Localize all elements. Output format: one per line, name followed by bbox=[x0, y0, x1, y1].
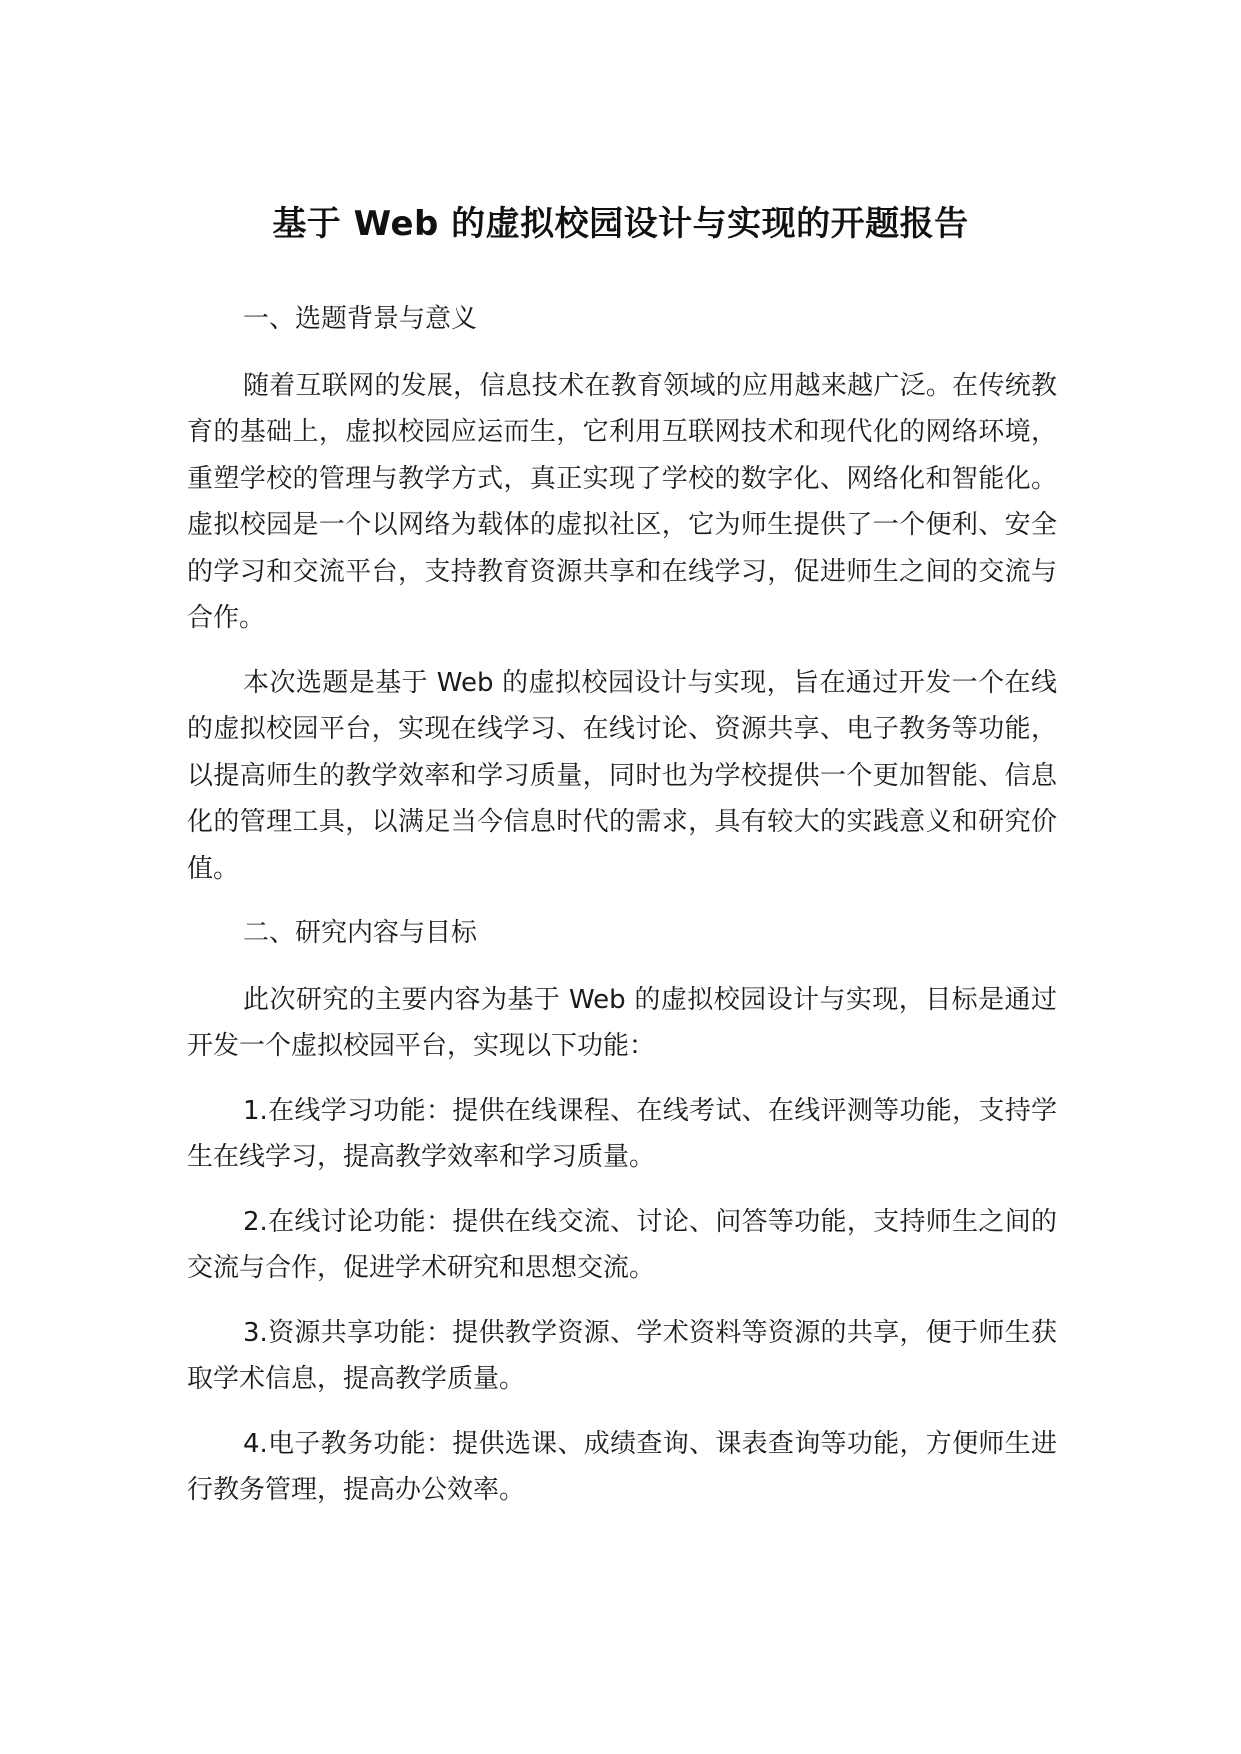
list-item-online-discussion: 2.在线讨论功能：提供在线交流、讨论、问答等功能，支持师生之间的交流与合作，促进学术研究和思想交流。 bbox=[187, 1206, 1057, 1283]
section-heading-research: 二、研究内容与目标 bbox=[243, 918, 478, 948]
list-item-online-learning: 1.在线学习功能：提供在线课程、在线考试、在线评测等功能，支持学生在线学习，提高教学效率和学习质量。 bbox=[187, 1095, 1057, 1172]
paragraph-background-1: 随着互联网的发展，信息技术在教育领域的应用越来越广泛。在传统教育的基础上，虚拟校园应运而生，它利用互联网技术和现代化的网络环境，重塑学校的管理与教学方式，真正实现了学校的数字化、网络化和智能化。虚拟校园是一个以网络为载体的虚拟社区，它为师生提供了一个便利、安全的学习和交流平台，支持教育资源共享和在线学习，促进师生之间的交流与合作。 bbox=[187, 370, 1057, 633]
list-item-academic-affairs: 4.电子教务功能：提供选课、成绩查询、课表查询等功能，方便师生进行教务管理，提高办公效率。 bbox=[187, 1428, 1057, 1505]
section-heading-background: 一、选题背景与意义 bbox=[243, 304, 478, 334]
paragraph-background-2: 本次选题是基于 Web 的虚拟校园设计与实现，旨在通过开发一个在线的虚拟校园平台，实现在线学习、在线讨论、资源共享、电子教务等功能，以提高师生的教学效率和学习质量，同时也为学校提供一个更加智能、信息化的管理工具，以满足当今信息时代的需求，具有较大的实践意义和研究价值。 bbox=[187, 667, 1057, 884]
document-body bbox=[187, 296, 1057, 1532]
document-title: 基于 Web 的虚拟校园设计与实现的开题报告 bbox=[272, 203, 969, 244]
list-item-resource-sharing: 3.资源共享功能：提供教学资源、学术资料等资源的共享，便于师生获取学术信息，提高教学质量。 bbox=[187, 1317, 1057, 1394]
paragraph-research-intro: 此次研究的主要内容为基于 Web 的虚拟校园设计与实现，目标是通过开发一个虚拟校园平台，实现以下功能： bbox=[187, 984, 1057, 1061]
